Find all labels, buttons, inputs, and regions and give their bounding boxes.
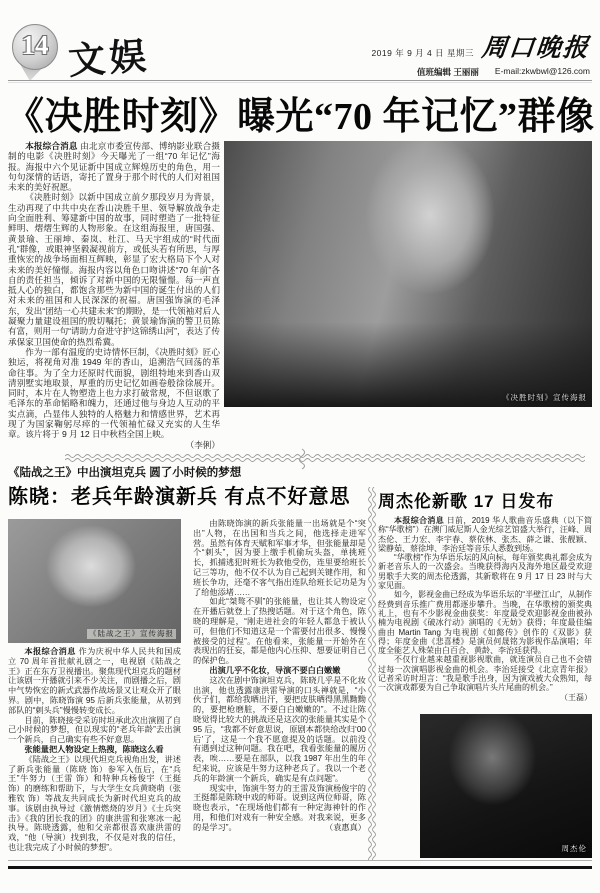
divider-ornament-icon — [297, 448, 307, 470]
contact-email: E-mail:zkwbwl@126.com — [494, 66, 590, 76]
source-label: 本报综合消息 — [394, 516, 445, 525]
tank-paragraph: 如此“桀骜不驯”的张能量，也让其人物设定在开播后就登上了热搜话题。对于这个角色，陈晓的理解是，“刚走进社会的年轻人都急于被认可，但他们不知道这是一个需要付出很多、慢慢被接受的过程”。在他看来，张能量一开始外在表现出的狂妄，都是他内心压抑、想要证明自己的保护色。 — [193, 597, 366, 666]
tank-paragraph: 本报综合消息 作为庆祝中华人民共和国成立 70 周年首批献礼剧之一，电视剧《陆战之王》正在东方卫视播出。聚焦现代坦克兵的题材让该剧一开播就引来不少关注，而剧播之后，剧中气势恢宏的新式武器作战场景又让观众开了眼界。剧中，陈晓饰演 95 后新兵张能量，从初到部队的“刺头兵”慢慢转变成长。 — [8, 647, 181, 715]
source-label: 本报综合消息 — [24, 647, 76, 656]
tank-article-body — [8, 519, 366, 862]
tank-paragraph: 现实中，饰演牛努力的王雷及饰演杨俊宇的王挺都是陈晓中戏的师哥。说到这两位师哥，陈晓也表示，“在现场他们都有一种定海神针的作用，和他们对戏有一种安全感。对我来说，更多的是学习”。 （袁惠真） — [193, 783, 366, 832]
jay-headline: 周杰伦新歌 17 日发布 — [378, 492, 555, 511]
tank-headline: 陈晓：老兵年龄演新兵 有点不好意思 — [8, 486, 351, 508]
tank-paragraph: 《陆战之王》以现代坦克兵视角出发，讲述了新兵张能量（陈晓 饰）参军入伍后，在“兵王”牛努力（王雷 饰）和特种兵杨俊宇（王挺 饰）的磨练和帮助下，与大学生女兵黄晓萌（张雅钦 饰）等战友共同成长为新时代坦克兵的故事。该剧由执导过《激情燃烧的岁月》《士兵突击》《我的团长我的团》的康洪雷和张寒冰一起执导。陈晓透露，他和父亲都很喜欢康洪雷的戏，“他（导演）找到我，不仅是对我的信任，也让我完成了小时候的梦想”。 — [8, 754, 181, 852]
tank-paragraph: 由陈晓饰演的新兵张能量一出场就是个“突出”人物，在出国和当兵之间，他选择走进军营。虽然有体育天赋和军事才华，但张能量却是个“刺头”，因为要上缴手机偷玩头盔，单挑班长，抓捕逃犯时班长为救他受伤，连里要给班长记三等功，他不仅不认为自己起到关键作用，和班长争功，还毫不客气指出连队给班长记功是为了给他添堵…… — [193, 519, 366, 597]
tank-subhead: 张能量把人物设定上热搜，陈晓这么看 — [24, 744, 164, 754]
jay-photo-caption: 周杰伦 — [561, 844, 587, 853]
lead-paragraph: 作为一部有温度的史诗情怀巨制，《决胜时刻》匠心独运，将视角对准 1949 年的香山，追溯浩气回荡的革命往事。为了全力还原时代面貌，剧组特地来到香山双清别墅实地取景，厚重的历史记忆如画卷般徐徐展开。同时，本片在人物塑造上也力求打破常规，不但讴歌了毛泽东的革命韬略和魄力，还通过他与身边人互动的平实点滴，凸显伟人独特的人格魅力和情感世界，艺术再现了为国家鞠躬尽瘁的一代领袖忙碌又充实的人生华章。该片将于 9 月 12 日中秋档全国上映。 （李俐） — [8, 346, 220, 450]
tank-photo — [8, 519, 181, 643]
wavy-divider-vertical — [366, 487, 378, 860]
newspaper-masthead: 周口晚报 — [480, 35, 592, 62]
header-divider — [8, 80, 592, 83]
page-bottom-rule-thin — [8, 860, 592, 861]
tank-paragraph: 这次在剧中饰演坦克兵，陈晓几乎是不化妆出演，他也透露康洪雷导演的口头禅就是，“小伙子们，都给我晒出汗，要把皮肤晒得黑黑黝黝的，要把枪磨脏，不要白白嫩嫩的”。不过让陈晓觉得比较大的挑战还是这次的张能量其实是个 95 后，“我都不好意思说，原剧本都快给改归‘00 后’了，这是一个我不愿意提及的话题。以前没有遇到过这种问题。我在吧，我看张能量的履历表，唉……要是在部队，以我 1987 年出生的年纪来说，应该是牛努力这种老兵了。我以一个老兵的年龄演一个新兵，确实是有点问题”。 — [193, 675, 366, 783]
page-bottom-rule-thick — [8, 866, 592, 869]
section-title: 文娱 — [66, 36, 152, 83]
page-number: 14 — [21, 30, 49, 60]
issue-date: 2019 年 9 月 4 日 星期三 — [371, 48, 474, 58]
jay-paragraph: 如今，影视金曲已经成为华语乐坛的“半壁江山”，从制作经费到音乐推广费用都逐步攀升。当晚，在华歌榜的颁奖典礼上，也有不少影视金曲获奖：年度最受欢迎影视金曲被孙楠为电视剧《破冰行动》演唱的《无妨》获得；年度最佳编曲由 Martin Tang 为电视剧《如懿传》创作的《双影》获得；年度金曲《悲喜楼》是演员何晟铭为影视作品演唱；年度全能艺人殊荣由白百合、黄龄、李治廷获得。 — [378, 590, 592, 656]
tank-kicker: 《陆战之王》中出演坦克兵 圆了小时候的梦想 — [8, 467, 242, 479]
tank-subhead: 出演几乎不化妆，导演不要白白嫩嫩 — [209, 665, 341, 675]
jay-byline: （王磊） — [560, 692, 592, 702]
jay-photo — [420, 714, 592, 858]
lead-photo — [224, 141, 592, 407]
header-meta — [371, 28, 590, 78]
tank-paragraph: 目前，陈晓接受采访时坦承此次出演圆了自己小时候的梦想，但以现实的“老兵年龄”去出演一个新兵，自己确实有些不好意思。 — [8, 715, 181, 745]
tank-byline: （袁惠真） — [325, 822, 366, 832]
lead-paragraph: 本报综合消息 由北京市委宣传部、博纳影业联合摄制的电影《决胜时刻》今天曝光了一组“70 年记忆”海报。海报中六个见证新中国成立辉煌历史的角色，用一句句深情的话语，寄托了置身于那个时代的人们对祖国未来的美好祝愿。 — [8, 141, 220, 193]
jay-paragraph: 本报综合消息 日前，2019 华人歌曲音乐盛典（以下简称“华歌榜”）在澳门威尼斯人金光综艺馆盛大举行，汪峰、周杰伦、王力宏、李宇春、蔡依林、张杰、薛之谦、张靓颖、梁静茹、蔡徐坤、李治廷等音乐人悉数到场。 — [378, 516, 592, 553]
jay-article-body — [378, 516, 592, 712]
page-number-badge — [12, 24, 62, 82]
jay-paragraph: 不仅行业越来越重视影视歌曲，就连演员自己也不会错过每一次演唱影视金曲的机会。李治廷接受《北京青年报》记者采访时坦言：“我是歌手出身，因为演戏被大众熟知，每一次演戏都要为自己争取演唱片头片尾曲的机会。” （王磊） — [378, 655, 592, 702]
jay-paragraph: “华歌榜”作为华语乐坛的风向标，每年颁奖典礼都会成为新老音乐人的一次盛会。当晚获得海内及海外地区最受欢迎男歌手大奖的周杰伦透露，其新歌将在 9 月 17 日 23 时与大家见面。 — [378, 553, 592, 591]
tank-photo-caption: 《陆战之王》宣传海报 — [89, 629, 174, 639]
source-label: 本报综合消息 — [25, 141, 78, 151]
duty-editor: 值班编辑 王丽丽 — [417, 67, 479, 77]
lead-paragraph: 《决胜时刻》以新中国成立前夕那段岁月为背景，生动再现了中共中央在香山决胜千里、领导解放战争走向全面胜利、筹建新中国的故事，同时塑造了一批特征鲜明、熠熠生辉的人物形象。在这组海报里，唐国强、黄景瑜、王丽坤、秦岚、杜江、马天宇组成的“时代面孔”群像，或眼神坚毅凝视前方，或低头若有所思，与厚重恢宏的战争场面相互辉映，彰显了宏大格局下个人对未来的美好憧憬。海报内容以角色口吻讲述“70 年前”各自的责任担当，倾诉了对新中国的无限憧憬。每一声直抵人心的独白，都饱含那些为新中国的诞生付出的人们对未来的祖国和人民深深的祝福。唐国强饰演的毛泽东，发出“团结一心共建未来”的期盼，是一代领袖对后人凝聚力量建设祖国的殷切嘱托；黄景瑜饰演的警卫员陈有富，则用一句“请助力奋进守护这锦绣山河”，表达了传承保家卫国使命的热烈希冀。 — [8, 192, 220, 347]
lead-byline: （李俐） — [185, 439, 220, 450]
lead-photo-caption: 《决胜时刻》宣传海报 — [502, 393, 587, 402]
lead-article-body — [8, 141, 220, 455]
lead-headline: 《决胜时刻》曝光“70 年记忆”群像 — [6, 96, 595, 138]
